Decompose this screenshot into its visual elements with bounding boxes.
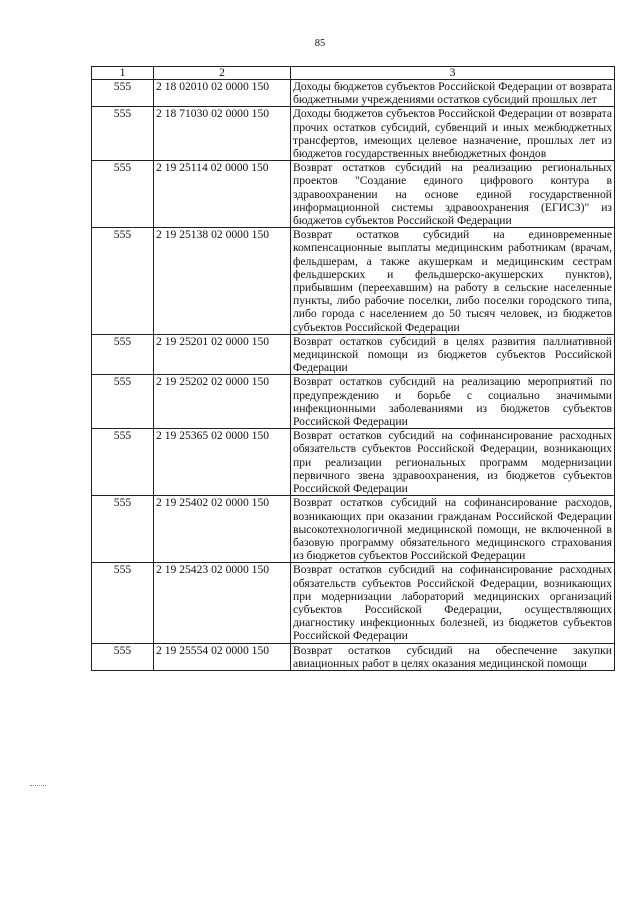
budget-code-cell: 2 19 25423 02 0000 150 — [154, 563, 291, 643]
budget-code-cell: 2 19 25554 02 0000 150 — [154, 643, 291, 670]
revenue-name-cell: Возврат остатков субсидий на реализацию региональных проектов "Создание единого цифрового контура в здравоохранении на основе единой государственной информационной системы здравоохранения (ЕГИСЗ)" из бюджетов субъектов Российской Федерации — [291, 161, 615, 228]
budget-code-cell: 2 18 71030 02 0000 150 — [154, 107, 291, 161]
admin-code-cell: 555 — [92, 334, 154, 375]
admin-code-cell: 555 — [92, 643, 154, 670]
admin-code-cell: 555 — [92, 563, 154, 643]
revenue-name-cell: Возврат остатков субсидий на обеспечение закупки авиационных работ в целях оказания медицинской помощи — [291, 643, 615, 670]
page-number: 85 — [314, 38, 326, 49]
revenue-name-cell: Возврат остатков субсидий в целях развития паллиативной медицинской помощи из бюджетов субъектов Российской Федерации — [291, 334, 615, 375]
admin-code-cell: 555 — [92, 496, 154, 563]
table-header-row — [92, 67, 615, 80]
admin-code-cell: 555 — [92, 429, 154, 496]
budget-code-cell: 2 19 25402 02 0000 150 — [154, 496, 291, 563]
revenue-name-cell: Доходы бюджетов субъектов Российской Федерации от возврата бюджетными учреждениями остатков субсидий прошлых лет — [291, 80, 615, 107]
budget-code-cell: 2 19 25202 02 0000 150 — [154, 375, 291, 429]
table-row — [92, 107, 615, 161]
admin-code-cell: 555 — [92, 375, 154, 429]
revenue-name-cell: Возврат остатков субсидий на реализацию мероприятий по предупреждению и борьбе с социально значимыми инфекционными заболеваниями из бюджетов субъектов Российской Федерации — [291, 375, 615, 429]
column-number-header: 3 — [291, 67, 615, 80]
budget-code-cell: 2 19 25114 02 0000 150 — [154, 161, 291, 228]
revenue-codes-table — [91, 66, 615, 671]
budget-code-cell: 2 19 25201 02 0000 150 — [154, 334, 291, 375]
budget-code-cell: 2 19 25365 02 0000 150 — [154, 429, 291, 496]
scan-artifact-mark — [30, 785, 46, 786]
admin-code-cell: 555 — [92, 80, 154, 107]
revenue-name-cell: Возврат остатков субсидий на софинансирование расходных обязательств субъектов Российской Федерации, возникающих при реализации региональных программ модернизации первичного звена здравоохранения, из бюджетов субъектов Российской Федерации — [291, 429, 615, 496]
table-row — [92, 375, 615, 429]
revenue-name-cell: Возврат остатков субсидий на софинансирование расходных обязательств субъектов Российской Федерации, возникающих при модернизации лабораторий медицинских организаций субъектов Российской Федерации, осуществляющих диагностику инфекционных болезней, из бюджетов субъектов Российской Федерации — [291, 563, 615, 643]
table-row — [92, 429, 615, 496]
revenue-name-cell: Доходы бюджетов субъектов Российской Федерации от возврата прочих остатков субсидий, субвенций и иных межбюджетных трансфертов, имеющих целевое назначение, прошлых лет из бюджетов государственных внебюджетных фондов — [291, 107, 615, 161]
budget-code-cell: 2 19 25138 02 0000 150 — [154, 228, 291, 335]
revenue-name-cell: Возврат остатков субсидий на единовременные компенсационные выплаты медицинским работникам (врачам, фельдшерам, а также акушеркам и медицинским сестрам фельдшерских и фельдшерско-акушерских пунктов), прибывшим (переехавшим) на работу в сельские населенные пункты, либо рабочие поселки, либо поселки городского типа, либо города с населением до 50 тысяч человек, из бюджетов субъектов Российской Федерации — [291, 228, 615, 335]
admin-code-cell: 555 — [92, 228, 154, 335]
admin-code-cell: 555 — [92, 161, 154, 228]
table-row — [92, 643, 615, 670]
column-number-header: 2 — [154, 67, 291, 80]
column-number-header: 1 — [92, 67, 154, 80]
table-row — [92, 563, 615, 643]
table-row — [92, 496, 615, 563]
table-row — [92, 80, 615, 107]
table-row — [92, 161, 615, 228]
admin-code-cell: 555 — [92, 107, 154, 161]
revenue-name-cell: Возврат остатков субсидий на софинансирование расходов, возникающих при оказании гражданам Российской Федерации высокотехнологичной медицинской помощи, не включенной в базовую программу обязательного медицинского страхования из бюджетов субъектов Российской Федерации — [291, 496, 615, 563]
table-row — [92, 228, 615, 335]
budget-code-cell: 2 18 02010 02 0000 150 — [154, 80, 291, 107]
table-row — [92, 334, 615, 375]
